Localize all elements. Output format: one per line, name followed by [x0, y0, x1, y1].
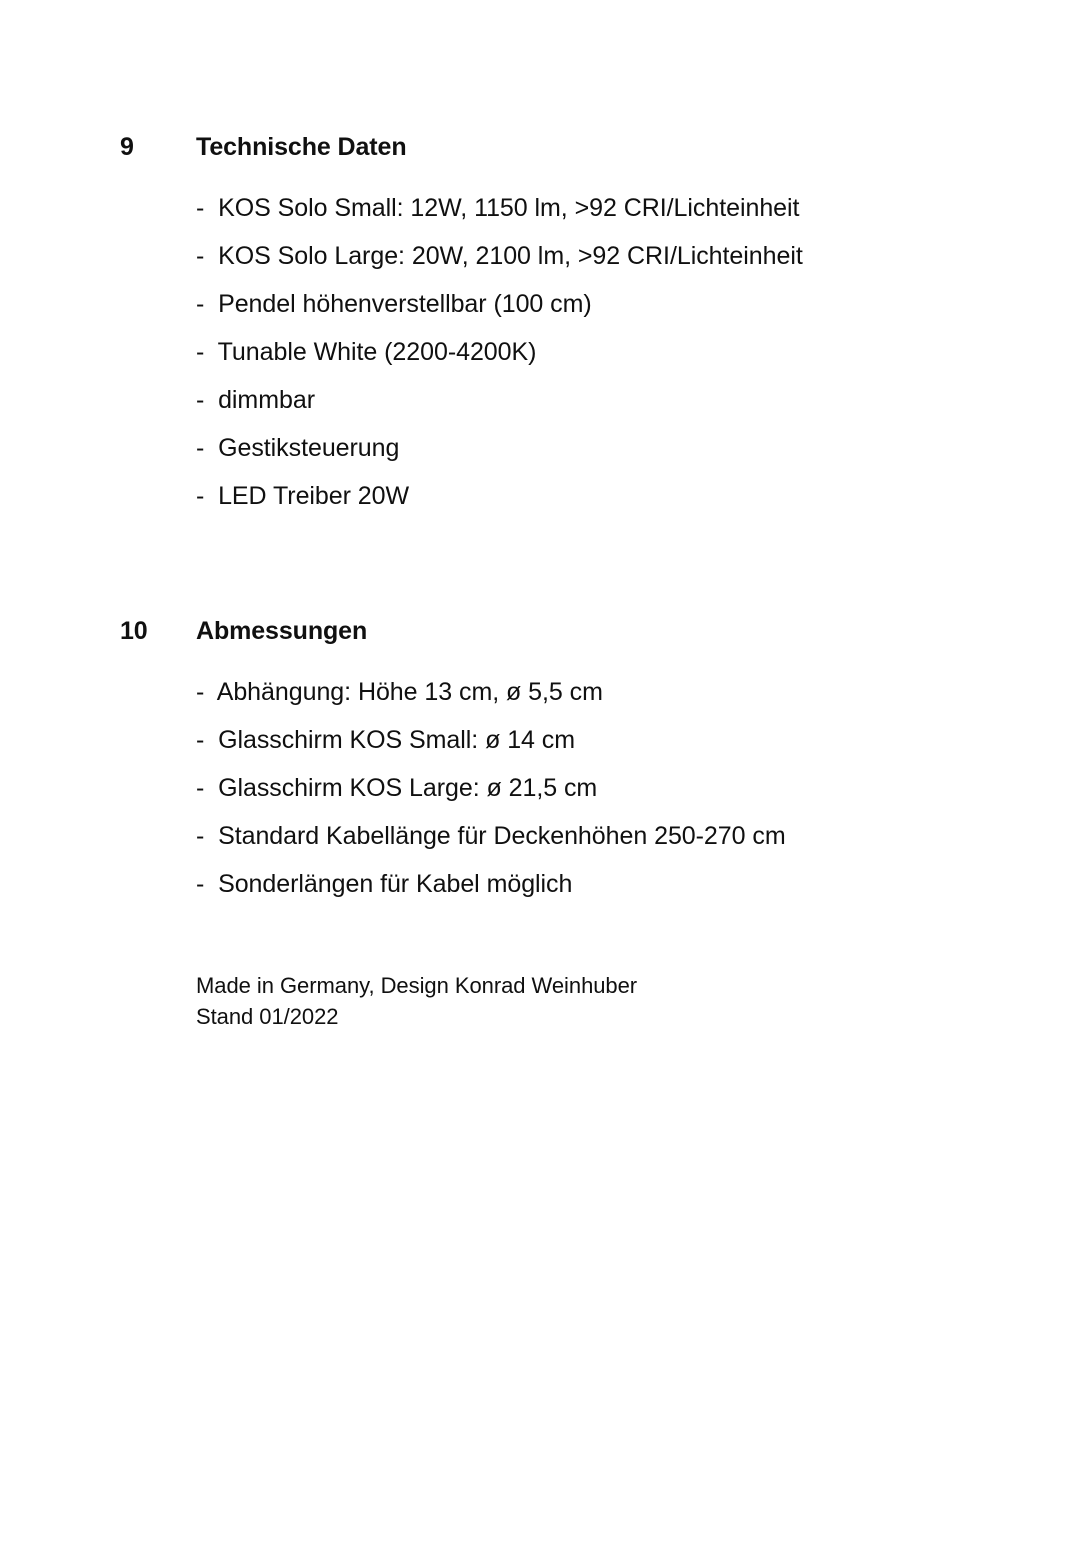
- list-item-label: dimmbar: [218, 386, 315, 414]
- bullet-dash: -: [196, 338, 212, 366]
- section-heading: [120, 132, 960, 162]
- bullet-dash: -: [196, 242, 212, 270]
- list-item-label: Glasschirm KOS Small: ø 14 cm: [218, 726, 576, 754]
- bullet-dash: -: [196, 290, 212, 318]
- list-item: [196, 668, 960, 716]
- section-abmessungen: [120, 616, 960, 1032]
- bullet-dash: -: [196, 678, 212, 706]
- list-item-label: Pendel höhenverstellbar (100 cm): [218, 290, 592, 318]
- list-item-label: Abhängung: Höhe 13 cm, ø 5,5 cm: [216, 678, 603, 706]
- bullet-dash: -: [196, 822, 212, 850]
- list-item: [196, 280, 960, 328]
- section-technische-daten: [120, 132, 960, 520]
- list-item: [196, 764, 960, 812]
- list-item: [196, 424, 960, 472]
- list-item: [196, 184, 960, 232]
- section-title: Abmessungen: [196, 617, 368, 645]
- list-item-label: Tunable White (2200-4200K): [217, 338, 537, 366]
- bullet-dash: -: [196, 774, 212, 802]
- list-item: [196, 232, 960, 280]
- section-heading: [120, 616, 960, 646]
- bullet-dash: -: [196, 726, 212, 754]
- footer-note: [120, 970, 960, 1032]
- list-item-label: KOS Solo Small: 12W, 1150 lm, >92 CRI/Lichteinheit: [218, 194, 800, 222]
- footer-line-credits: Made in Germany, Design Konrad Weinhuber: [196, 973, 638, 998]
- list-item-label: Sonderlängen für Kabel möglich: [218, 870, 573, 898]
- list-item-label: LED Treiber 20W: [218, 482, 410, 510]
- section-title: Technische Daten: [196, 133, 407, 161]
- section-number: 10: [120, 617, 148, 645]
- bullet-dash: -: [196, 482, 212, 510]
- list-item: [196, 472, 960, 520]
- list-item-label: Glasschirm KOS Large: ø 21,5 cm: [218, 774, 598, 802]
- bullet-list: [120, 184, 960, 520]
- bullet-dash: -: [196, 194, 212, 222]
- list-item: [196, 716, 960, 764]
- list-item-label: Standard Kabellänge für Deckenhöhen 250-270 cm: [218, 822, 786, 850]
- bullet-dash: -: [196, 386, 212, 414]
- list-item: [196, 376, 960, 424]
- bullet-dash: -: [196, 870, 212, 898]
- list-item-label: KOS Solo Large: 20W, 2100 lm, >92 CRI/Lichteinheit: [218, 242, 803, 270]
- list-item: [196, 328, 960, 376]
- bullet-list: [120, 668, 960, 908]
- document-content: [120, 132, 960, 1032]
- list-item-label: Gestiksteuerung: [218, 434, 400, 462]
- list-item: [196, 860, 960, 908]
- footer-line-date: Stand 01/2022: [196, 1004, 339, 1029]
- section-number: 9: [120, 133, 134, 161]
- bullet-dash: -: [196, 434, 212, 462]
- list-item: [196, 812, 960, 860]
